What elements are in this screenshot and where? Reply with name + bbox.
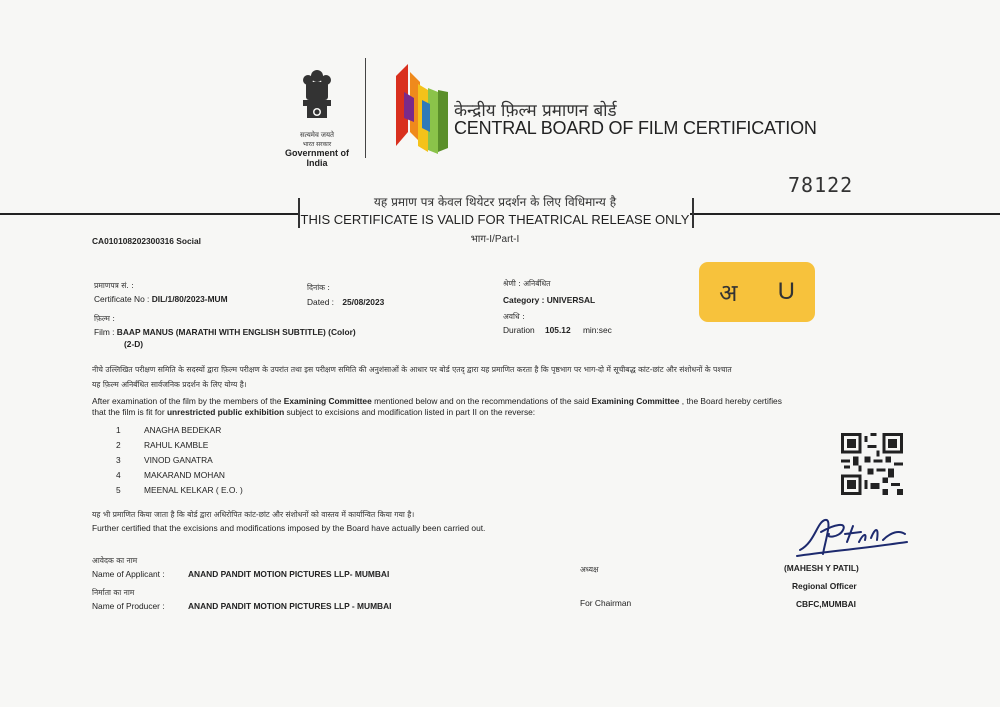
cert-no-hindi: प्रमाणपत्र सं. :	[94, 281, 134, 290]
chairman-english: For Chairman	[580, 598, 632, 608]
category-label: Category :	[503, 295, 545, 305]
further-hindi: यह भी प्रमाणित किया जाता है कि बोर्ड द्वारा अधिरोपित कांट-छांट और संशोधनों को वास्तव में कार्यान्वित किया गया है।	[92, 510, 415, 519]
signature-icon	[795, 512, 915, 567]
member-name: MAKARAND MOHAN	[144, 470, 225, 480]
member-name: ANAGHA BEDEKAR	[144, 425, 222, 435]
validity-hindi: यह प्रमाण पत्र केवल थियेटर प्रदर्शन के लिए विधिमान्य है	[373, 195, 617, 209]
duration-value: 105.12	[544, 325, 571, 335]
member-number: 4	[116, 470, 121, 480]
date-label: Dated :	[307, 297, 335, 307]
film-format: (2-D)	[124, 339, 144, 349]
list-item	[116, 470, 243, 485]
board-name-english: CENTRAL BOARD OF FILM CERTIFICATION	[454, 118, 817, 138]
certification-english-line2	[92, 407, 912, 417]
duration-row	[503, 325, 612, 335]
film-row	[94, 327, 356, 337]
eng1-c: mentioned below and on the recommendations of the said	[371, 396, 592, 406]
category-hindi: श्रेणी : अनिर्बंधित	[503, 279, 551, 288]
part-label: भाग-I/Part-I	[470, 234, 520, 245]
eng1-d: Examining Committee	[591, 396, 680, 406]
date-value: 25/08/2023	[342, 297, 385, 307]
member-name: MEENAL KELKAR ( E.O. )	[144, 485, 243, 495]
banner-line-right	[690, 213, 1000, 215]
list-item	[116, 485, 243, 500]
ashoka-emblem-icon	[295, 66, 339, 124]
member-name: RAHUL KAMBLE	[144, 440, 209, 450]
validity-english: THIS CERTIFICATE IS VALID FOR THEATRICAL RELEASE ONLY	[300, 212, 690, 227]
film-label: Film :	[94, 327, 115, 337]
qr-code-icon	[841, 433, 903, 495]
cert-no-row	[94, 294, 228, 304]
eng2-c: subject to excisions and modification listed in part II on the reverse:	[284, 407, 536, 417]
eng2-a: that the film is fit for	[92, 407, 167, 417]
eng1-b: Examining Committee	[283, 396, 372, 406]
national-emblem	[276, 66, 358, 168]
cert-no-value: DIL/1/80/2023-MUM	[151, 294, 228, 304]
list-item	[116, 440, 243, 455]
serial-number: 78122	[788, 173, 854, 197]
applicant-value: ANAND PANDIT MOTION PICTURES LLP- MUMBAI	[188, 569, 390, 579]
certification-english-line1	[92, 396, 912, 406]
rating-english: U	[777, 278, 795, 305]
member-number: 1	[116, 425, 121, 435]
duration-label: Duration	[503, 325, 535, 335]
category-value: UNIVERSAL	[546, 295, 596, 305]
eng2-b: unrestricted public exhibition	[166, 407, 285, 417]
rating-badge	[699, 262, 815, 322]
member-number: 2	[116, 440, 121, 450]
certification-hindi-line1: नीचे उल्लिखित परीक्षण समिति के सदस्यों द्वारा फ़िल्म परीक्षण के उपरांत तथा इस परीक्षण समिति की अनुशंसाओं के आधार पर बोर्ड एतद् द्वारा यह प्रमाणित करता है कि पृष्ठभाग पर भाग-दो में सूचीबद्ध कांट-छांट और संशोधनों के पश्चात	[92, 365, 732, 374]
producer-hindi: निर्माता का नाम	[92, 588, 135, 597]
emblem-motto: सत्यमेव जयते	[299, 132, 335, 139]
duration-unit: min:sec	[582, 325, 612, 335]
film-title: BAAP MANUS (MARATHI WITH ENGLISH SUBTITLE) (Color)	[116, 327, 356, 337]
member-number: 3	[116, 455, 121, 465]
eng1-e: , the Board hereby certifies	[679, 396, 782, 406]
film-hindi: फ़िल्म :	[94, 314, 115, 323]
producer-value: ANAND PANDIT MOTION PICTURES LLP - MUMBAI	[188, 601, 392, 611]
applicant-label: Name of Applicant :	[92, 569, 165, 579]
member-name: VINOD GANATRA	[144, 455, 213, 465]
list-item	[116, 425, 243, 440]
emblem-hindi: भारत सरकार	[302, 142, 332, 148]
validity-banner	[300, 193, 690, 243]
list-item	[116, 455, 243, 470]
officer-place: CBFC,MUMBAI	[796, 599, 857, 609]
government-label: Government of India	[284, 148, 349, 168]
cbfc-logo-icon	[392, 62, 452, 158]
applicant-hindi: आवेदक का नाम	[92, 556, 138, 565]
board-name-hindi: केन्द्रीय फ़िल्म प्रमाणन बोर्ड	[454, 101, 617, 121]
chairman-hindi: अध्यक्ष	[580, 565, 599, 574]
reference-code: CA010108202300316 Social	[92, 236, 201, 246]
date-hindi: दिनांक :	[307, 283, 330, 292]
duration-hindi: अवधि :	[503, 312, 525, 321]
committee-members	[116, 425, 243, 500]
member-number: 5	[116, 485, 121, 495]
officer-title: Regional Officer	[792, 581, 857, 591]
category-row	[503, 295, 595, 305]
certification-hindi-line2: यह फ़िल्म अनिर्बंधित सार्वजनिक प्रदर्शन के लिए योग्य है।	[92, 380, 247, 389]
header-divider	[365, 58, 366, 158]
producer-label: Name of Producer :	[92, 601, 165, 611]
further-english: Further certified that the excisions and modifications imposed by the Board have actually been carried out.	[92, 523, 486, 533]
eng1-a: After examination of the film by the members of the	[92, 396, 284, 406]
rating-hindi: अ	[719, 279, 738, 307]
cert-no-label: Certificate No :	[94, 294, 150, 304]
date-row	[307, 297, 384, 307]
officer-name: (MAHESH Y PATIL)	[784, 563, 859, 573]
banner-line-left	[0, 213, 300, 215]
